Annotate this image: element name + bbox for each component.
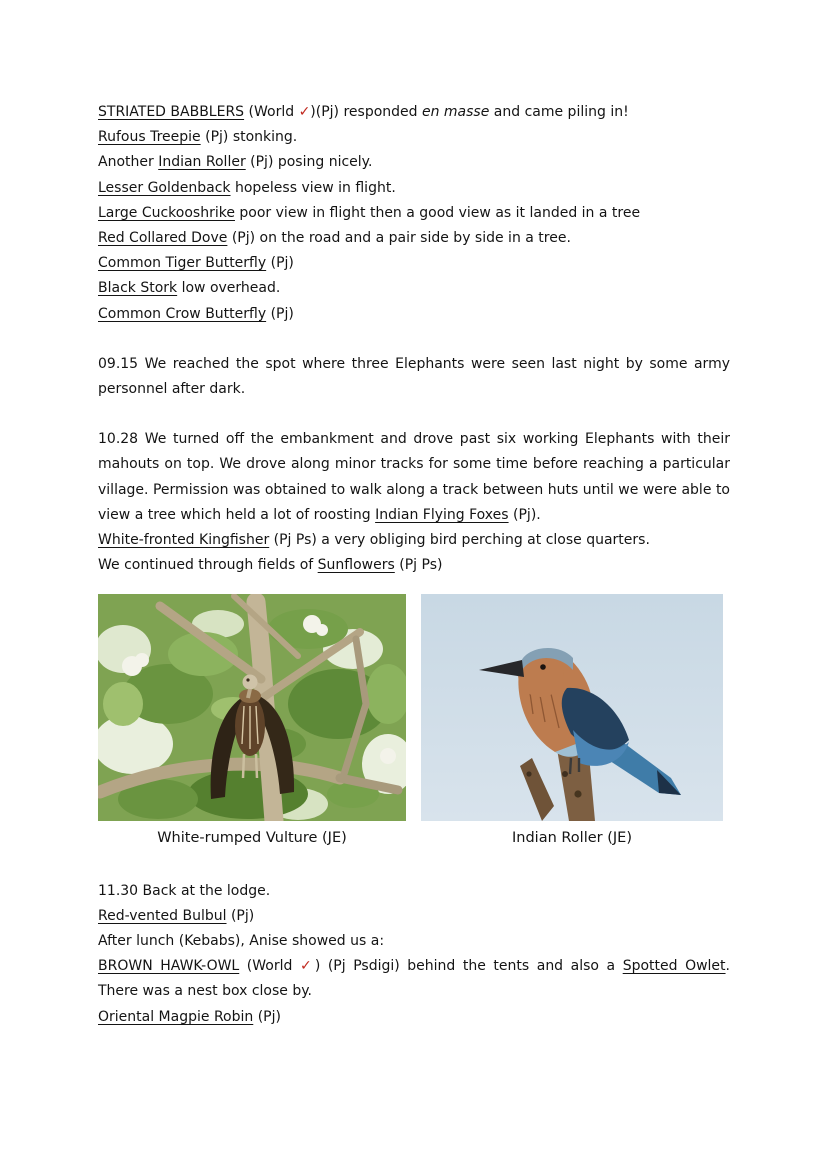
text-run: 11.30 Back at the lodge. <box>98 882 271 899</box>
afternoon-notes-line <box>98 904 730 929</box>
text-run: . There was a nest box close by. <box>98 958 730 1000</box>
species-name: BROWN HAWK-OWL <box>98 958 240 975</box>
report-text-top <box>98 100 730 578</box>
species-name: White-fronted Kingfisher <box>98 532 270 549</box>
blank-line <box>98 327 730 352</box>
species-name: Indian Roller <box>158 154 246 171</box>
kingfisher-note <box>98 528 730 553</box>
morning-sightings-line <box>98 150 730 175</box>
species-name: Large Cuckooshrike <box>98 204 235 221</box>
photo-captions <box>98 826 730 851</box>
species-name: Black Stork <box>98 280 178 297</box>
report-text-bottom <box>98 879 730 1030</box>
text-run: low overhead. <box>177 280 281 297</box>
report-content <box>98 100 730 1030</box>
text-run: poor view in flight then a good view as it landed in a tree <box>234 204 641 221</box>
morning-sightings-line <box>98 276 730 301</box>
afternoon-notes-line <box>98 879 730 904</box>
text-run: (Pj) <box>266 255 294 272</box>
species-name: Common Tiger Butterfly <box>98 255 267 272</box>
morning-sightings-line <box>98 226 730 251</box>
text-run: 09.15 We reached the spot where three Elephants were seen last night by some army personnel after dark. <box>98 355 730 398</box>
text-run: After lunch (Kebabs), Anise showed us a: <box>98 933 385 950</box>
species-name: Sunflowers <box>317 557 395 574</box>
morning-sightings-line <box>98 201 730 226</box>
species-name: Indian Flying Foxes <box>375 506 509 523</box>
sunflowers-note-line <box>98 553 730 578</box>
photo-row <box>98 594 730 821</box>
text-run: (World <box>244 104 299 120</box>
indian-roller-photo <box>421 594 723 821</box>
text-run: (Pj) posing nicely. <box>245 154 373 171</box>
vulture-photo <box>98 594 406 821</box>
italic-phrase: en masse <box>421 104 490 120</box>
indian-roller-photo-illustration <box>421 594 723 821</box>
checkmark-icon: ✓ <box>298 104 311 120</box>
text-run: )(Pj) responded <box>310 104 422 120</box>
hawk-owl-note <box>98 954 730 1004</box>
text-run: We continued through fields of <box>98 557 318 574</box>
species-name: Lesser Goldenback <box>98 179 231 196</box>
species-name: Red-vented Bulbul <box>98 907 227 924</box>
species-name: Oriental Magpie Robin <box>98 1008 254 1025</box>
species-name: Spotted Owlet <box>622 958 726 975</box>
entry-0915 <box>98 352 730 402</box>
morning-sightings-line <box>98 302 730 327</box>
text-run: (Pj) <box>266 305 294 322</box>
text-run: (Pj). <box>508 506 541 523</box>
vulture-caption: White-rumped Vulture (JE) <box>157 830 347 847</box>
morning-sightings-line <box>98 125 730 150</box>
text-run: (World <box>239 958 300 975</box>
morning-sightings-line <box>98 100 730 125</box>
text-run: (Pj) on the road and a pair side by side in a tree. <box>227 230 571 247</box>
text-run: (Pj) <box>253 1008 281 1025</box>
text-run: (Pj) stonking. <box>200 129 298 146</box>
blank-line <box>98 402 730 427</box>
morning-sightings-line <box>98 176 730 201</box>
entry-1028 <box>98 427 730 528</box>
text-run: (Pj) <box>226 907 255 924</box>
morning-sightings-line <box>98 251 730 276</box>
checkmark-icon: ✓ <box>299 958 315 975</box>
text-run: (Pj Ps) <box>394 557 443 574</box>
vulture-photo-illustration <box>98 594 406 821</box>
roller-caption: Indian Roller (JE) <box>512 830 632 847</box>
species-name: Rufous Treepie <box>98 129 201 146</box>
text-run: Another <box>98 154 159 171</box>
species-name: Common Crow Butterfly <box>98 305 267 322</box>
species-name: Red Collared Dove <box>98 230 228 247</box>
text-run: (Pj Ps) a very obliging bird perching at close quarters. <box>269 532 650 549</box>
text-run: ) (Pj Psdigi) behind the tents and also a <box>314 958 623 975</box>
afternoon-notes-line <box>98 929 730 954</box>
text-run: hopeless view in flight. <box>230 179 396 196</box>
text-run: and came piling in! <box>489 104 629 120</box>
magpie-robin-note-line <box>98 1005 730 1030</box>
text-run: 10.28 We turned off the embankment and drove past six working Elephants with their mahouts on top. We drove along minor tracks for some time before reaching a particular village. Permission was obtained to walk along a track between huts until we were able to view a tree which held a lot of roosting <box>98 431 730 523</box>
species-name: STRIATED BABBLERS <box>98 104 245 120</box>
